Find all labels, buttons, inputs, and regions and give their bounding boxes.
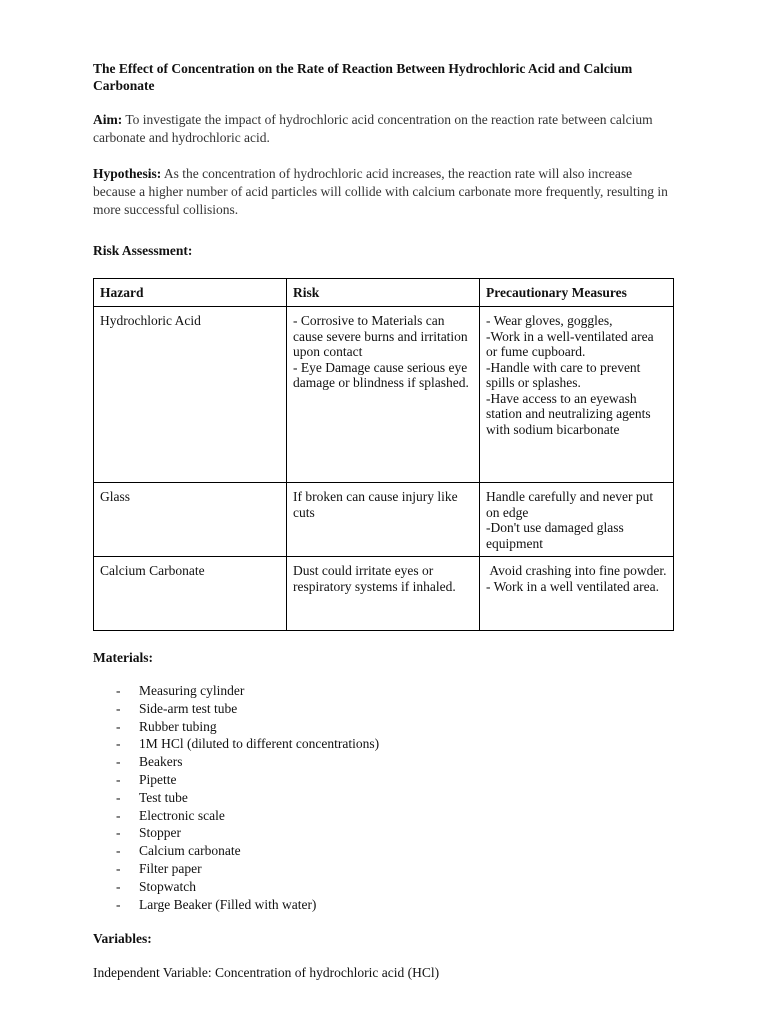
table-row (94, 483, 674, 557)
list-item (93, 700, 673, 718)
risk-line: - Eye Damage cause serious eye damage or blindness if splashed. (293, 359, 469, 390)
list-item (93, 842, 673, 860)
materials-heading: Materials: (93, 650, 153, 665)
measures-cell (480, 557, 674, 631)
risk-cell (287, 557, 480, 631)
material-label: Measuring cylinder (139, 683, 245, 698)
table-row (94, 307, 674, 483)
measure-line: -Have access to an eyewash station and neutralizing agents with sodium bicarbonate (486, 390, 651, 437)
material-label: Calcium carbonate (139, 843, 241, 859)
bullet-dash: - (116, 771, 121, 787)
hazard-cell: Calcium Carbonate (94, 557, 287, 631)
document-page (93, 60, 673, 982)
list-item (93, 735, 673, 753)
risk-cell (287, 483, 480, 557)
list-item (93, 878, 673, 896)
risk-line: Dust could irritate eyes or respiratory systems if inhaled. (293, 563, 456, 594)
list-item (93, 718, 673, 736)
bullet-dash: - (116, 736, 121, 752)
list-item (93, 789, 673, 807)
materials-list (93, 682, 673, 913)
material-label: Stopper (139, 825, 181, 841)
measure-line: Handle carefully and never put on edge (486, 489, 654, 520)
hypothesis-paragraph (93, 165, 673, 219)
list-item (93, 753, 673, 771)
table-header-row (94, 279, 674, 307)
bullet-dash: - (116, 700, 121, 716)
header-risk: Risk (287, 279, 480, 307)
risk-assessment-table (93, 278, 674, 631)
measure-line: -Work in a well-ventilated area or fume cupboard. (486, 328, 654, 359)
material-label: Test tube (139, 789, 188, 805)
measure-line: - Wear gloves, goggles, (486, 313, 613, 328)
measure-line: -Don't use damaged glass equipment (486, 520, 624, 551)
material-label: Pipette (139, 771, 177, 787)
bullet-dash: - (116, 683, 121, 698)
independent-variable: Independent Variable: Concentration of hydrochloric acid (HCl) (93, 965, 440, 981)
bullet-dash: - (116, 789, 121, 805)
measure-line: - Work in a well ventilated area. (486, 578, 659, 594)
measures-cell (480, 307, 674, 483)
material-label: Side-arm test tube (139, 700, 238, 716)
risk-line: If broken can cause injury like cuts (293, 489, 458, 520)
measure-line: -Handle with care to prevent spills or splashes. (486, 359, 641, 390)
list-item (93, 771, 673, 789)
bullet-dash: - (116, 807, 121, 823)
hazard-cell: Glass (94, 483, 287, 557)
material-label: Beakers (139, 754, 183, 770)
bullet-dash: - (116, 718, 121, 734)
list-item (93, 824, 673, 842)
risk-cell (287, 307, 480, 483)
material-label: Electronic scale (139, 807, 225, 823)
material-label: Stopwatch (139, 878, 196, 894)
hypothesis-text: As the concentration of hydrochloric acid increases, the reaction rate will also increase because a higher number of acid particles will collide with calcium carbonate more frequently, resulting in more successful collisions. (93, 166, 668, 217)
material-label: Rubber tubing (139, 718, 217, 734)
table-row (94, 557, 674, 631)
list-item (93, 682, 673, 700)
risk-assessment-heading: Risk Assessment: (93, 243, 193, 258)
header-hazard: Hazard (94, 279, 287, 307)
bullet-dash: - (116, 878, 121, 894)
measures-cell (480, 483, 674, 557)
aim-paragraph (93, 111, 673, 147)
risk-line: - Corrosive to Materials can cause severe burns and irritation upon contact (293, 313, 468, 359)
bullet-dash: - (116, 896, 121, 912)
aim-label: Aim: (93, 112, 123, 127)
material-label: Filter paper (139, 860, 202, 876)
variables-heading: Variables: (93, 931, 152, 947)
document-title: The Effect of Concentration on the Rate of Reaction Between Hydrochloric Acid and Calcium Carbonate (93, 61, 633, 93)
list-item (93, 807, 673, 825)
bullet-dash: - (116, 843, 121, 859)
bullet-dash: - (116, 754, 121, 770)
header-precautionary-measures: Precautionary Measures (480, 279, 674, 307)
aim-text: To investigate the impact of hydrochloric acid concentration on the reaction rate between calcium carbonate and hydrochloric acid. (93, 112, 653, 145)
measure-line: Avoid crashing into fine powder. (486, 563, 667, 578)
hypothesis-label: Hypothesis: (93, 166, 162, 181)
bullet-dash: - (116, 860, 121, 876)
hazard-cell: Hydrochloric Acid (94, 307, 287, 483)
material-label: Large Beaker (Filled with water) (139, 896, 317, 912)
bullet-dash: - (116, 825, 121, 841)
material-label: 1M HCl (diluted to different concentrations) (139, 736, 380, 752)
list-item (93, 860, 673, 878)
list-item (93, 896, 673, 914)
